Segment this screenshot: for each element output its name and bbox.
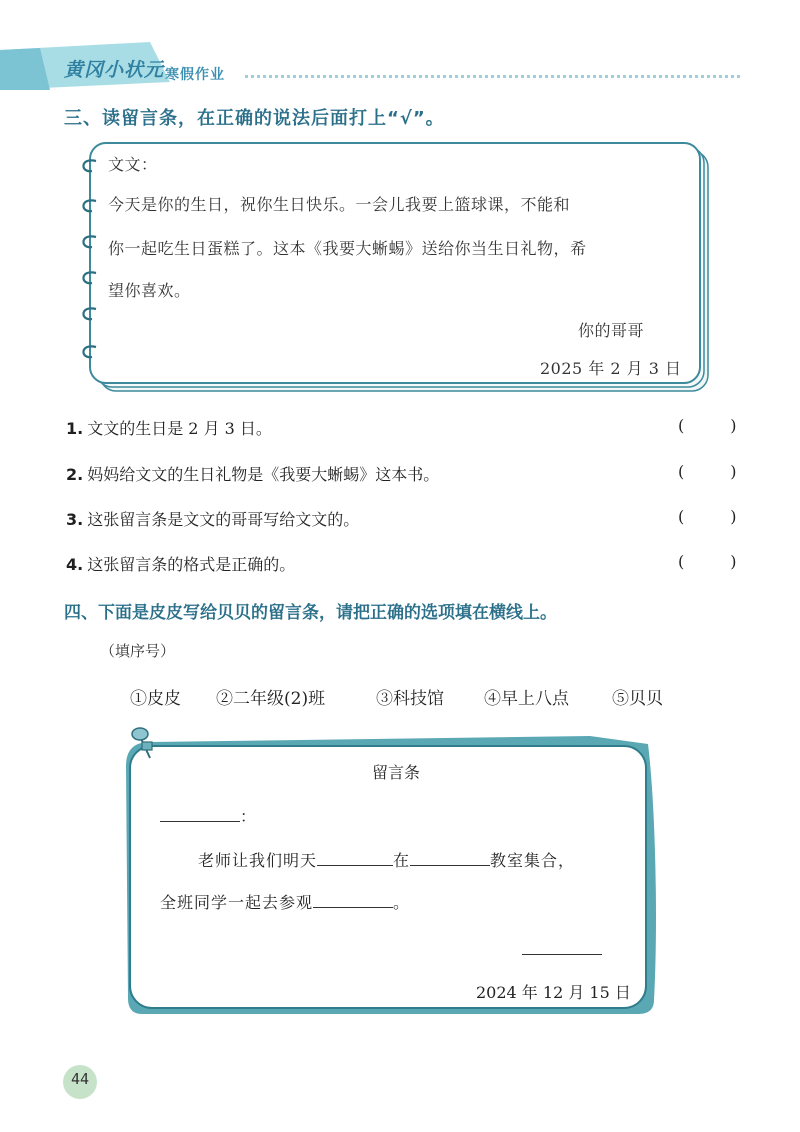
question-2	[66, 462, 439, 485]
place-blank[interactable]	[313, 906, 393, 908]
card-title: 留言条	[372, 763, 421, 782]
note-line: 你一起吃生日蛋糕了。这本《我要大蜥蜴》送给你当生日礼物，希	[108, 239, 587, 258]
spiral-binding-icon	[76, 155, 106, 370]
time-blank[interactable]	[317, 864, 393, 866]
question-number: 2.	[66, 465, 84, 484]
question-text: 这张留言条是文文的哥哥写给文文的。	[87, 510, 360, 529]
note-signature: 你的哥哥	[578, 321, 645, 340]
note-salutation: 文文：	[108, 155, 158, 174]
option-1: ①皮皮	[130, 689, 181, 709]
section-3-title: 三、读留言条，在正确的说法后面打上“√”。	[64, 108, 445, 129]
salutation-line: ：	[160, 804, 256, 827]
note-date: 2025 年 2 月 3 日	[540, 359, 682, 378]
signature-blank[interactable]	[522, 954, 602, 955]
salutation-blank[interactable]	[160, 820, 240, 822]
note-line: 望你喜欢。	[108, 281, 191, 300]
question-number: 4.	[66, 555, 84, 574]
option-2: ②二年级(2)班	[216, 689, 326, 709]
page-number: 44	[70, 1070, 90, 1088]
question-number: 1.	[66, 419, 84, 438]
message-line-1: 老师让我们明天 在 教室集合，	[198, 851, 576, 870]
answer-blank-2[interactable]: ( )	[678, 462, 737, 481]
question-1	[66, 416, 272, 439]
class-blank[interactable]	[410, 864, 490, 866]
question-text: 文文的生日是 2 月 3 日。	[87, 419, 272, 438]
option-5: ⑤贝贝	[612, 689, 663, 709]
header-subtitle: 寒假作业	[165, 67, 225, 83]
option-4: ④早上八点	[484, 689, 569, 709]
section-4-title: 四、下面是皮皮写给贝贝的留言条，请把正确的选项填在横线上。	[64, 603, 557, 623]
fill-hint: （填序号）	[100, 642, 176, 660]
brand-logo-text: 黄冈小状元	[64, 59, 165, 81]
question-number: 3.	[66, 510, 84, 529]
card-date: 2024 年 12 月 15 日	[476, 983, 631, 1002]
pushpin-icon	[128, 724, 164, 766]
question-3	[66, 507, 359, 530]
answer-blank-1[interactable]: ( )	[678, 416, 737, 435]
message-line-2: 全班同学一起去参观 。	[160, 893, 411, 912]
answer-blank-3[interactable]: ( )	[678, 507, 737, 526]
header-dotted-rule	[245, 75, 740, 78]
question-4	[66, 552, 295, 575]
note-line: 今天是你的生日，祝你生日快乐。一会儿我要上篮球课，不能和	[108, 195, 571, 214]
answer-blank-4[interactable]: ( )	[678, 552, 737, 571]
question-text: 妈妈给文文的生日礼物是《我要大蜥蜴》这本书。	[87, 465, 440, 484]
option-3: ③科技馆	[376, 689, 444, 709]
question-text: 这张留言条的格式是正确的。	[87, 555, 296, 574]
